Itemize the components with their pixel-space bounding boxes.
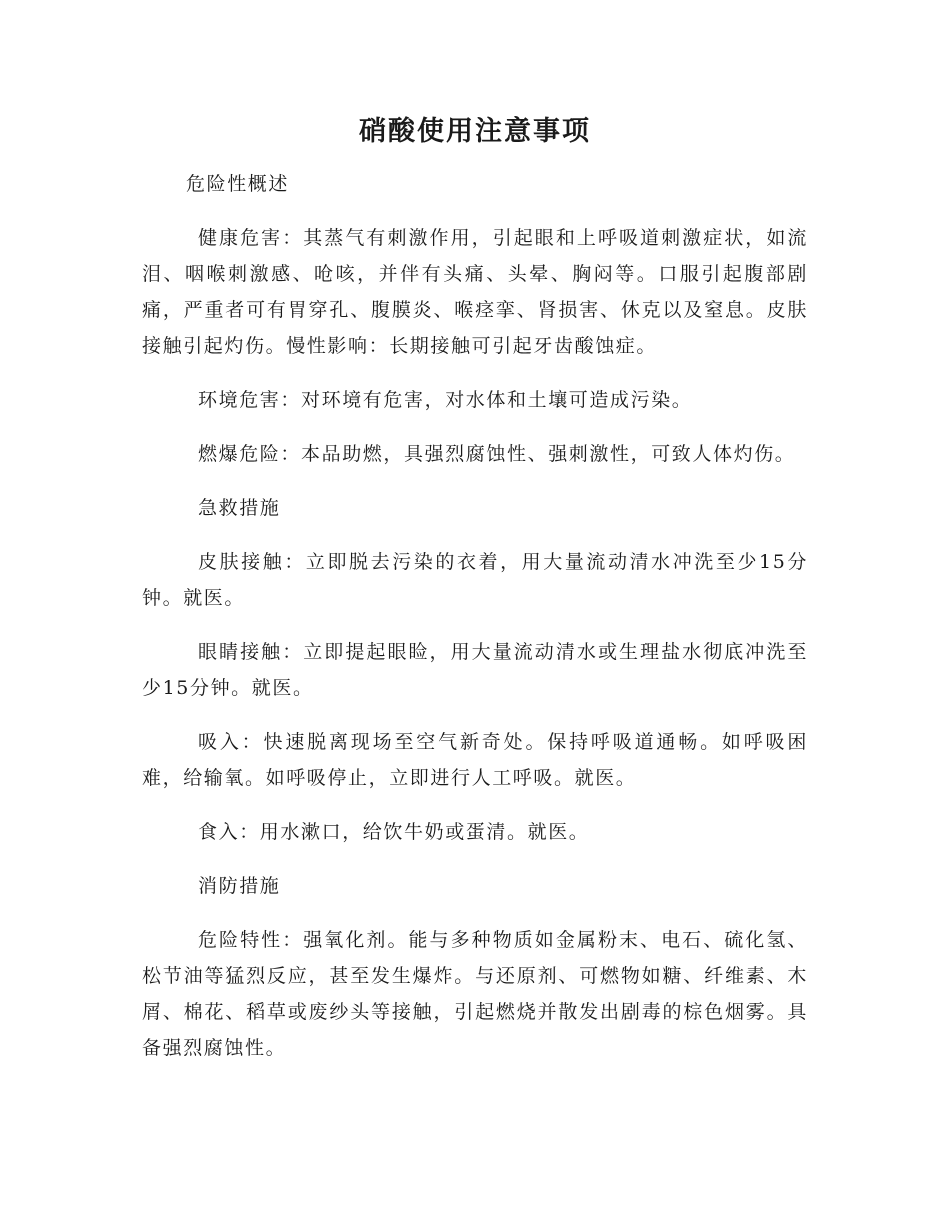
paragraph-health-hazard: 健康危害：其蒸气有刺激作用，引起眼和上呼吸道刺激症状，如流泪、咽喉刺激感、呛咳，并伴有头痛、头晕、胸闷等。口服引起腹部剧痛，严重者可有胃穿孔、腹膜炎、喉痉挛、肾损害、休克以及窒息。皮肤接触引起灼伤。慢性影响：长期接触可引起牙齿酸蚀症。: [142, 227, 808, 357]
paragraph-skin-contact: 皮肤接触：立即脱去污染的衣着，用大量流动清水冲洗至少15分钟。就医。: [142, 551, 808, 609]
section-heading-firefighting: 消防措施: [198, 875, 281, 897]
section-heading-first-aid: 急救措施: [198, 497, 281, 519]
section-heading-hazard-overview: 危险性概述: [186, 173, 290, 195]
paragraph-eye-contact: 眼睛接触：立即提起眼睑，用大量流动清水或生理盐水彻底冲洗至少15分钟。就医。: [142, 641, 808, 699]
paragraph-fire-explosion-hazard: 燃爆危险：本品助燃，具强烈腐蚀性、强刺激性，可致人体灼伤。: [198, 443, 796, 465]
paragraph-ingestion: 食入：用水漱口，给饮牛奶或蛋清。就医。: [198, 821, 590, 843]
document-body: [142, 166, 808, 1066]
page-title: 硝酸使用注意事项: [359, 116, 591, 147]
paragraph-environment-hazard: 环境危害：对环境有危害，对水体和土壤可造成污染。: [198, 389, 693, 411]
paragraph-hazard-properties: 危险特性：强氧化剂。能与多种物质如金属粉末、电石、硫化氢、松节油等猛烈反应，甚至发生爆炸。与还原剂、可燃物如糖、纤维素、木屑、棉花、稻草或废纱头等接触，引起燃烧并散发出剧毒的棕色烟雾。具备强烈腐蚀性。: [142, 929, 808, 1059]
paragraph-inhalation: 吸入：快速脱离现场至空气新奇处。保持呼吸道通畅。如呼吸困难，给输氧。如呼吸停止，立即进行人工呼吸。就医。: [142, 731, 808, 789]
